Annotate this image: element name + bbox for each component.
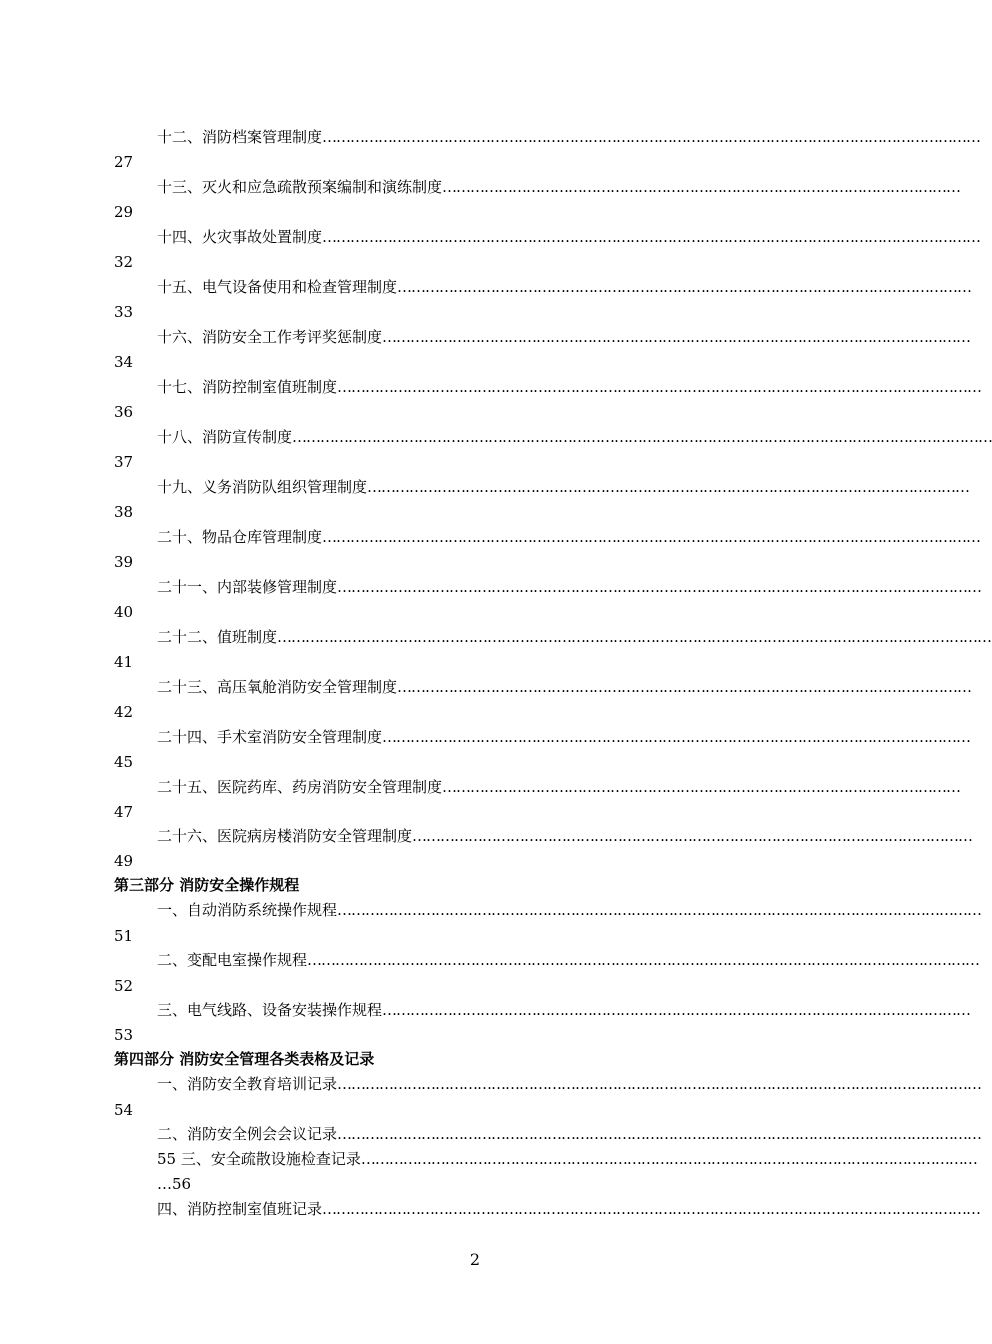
- toc-leader-dots: ………………………………………………………………………………………………………………: [382, 328, 971, 346]
- toc-leader-dots: ……………………………………………………………………………………………………………………………: [322, 128, 981, 146]
- toc-entry-title: 二、消防安全例会会议记录: [157, 1125, 338, 1143]
- toc-page-number: 34: [114, 353, 134, 371]
- toc-entry-title: 二十、物品仓库管理制度: [157, 528, 323, 546]
- toc-entry-title: 二十三、高压氧舱消防安全管理制度: [157, 678, 398, 696]
- section-heading-part3: 第三部分 消防安全操作规程: [114, 876, 300, 894]
- toc-entry-title: 二十五、医院药库、药房消防安全管理制度: [157, 778, 443, 796]
- toc-leader-dots: ……………………………………………………………………………………………………………………: [360, 1150, 977, 1168]
- toc-leader-dots: ……………………………………………………………………………………………………………: [397, 678, 972, 696]
- toc-page-number: 32: [114, 253, 134, 271]
- page-number-footer: 2: [469, 1250, 481, 1269]
- toc-leader-dots: ………………………………………………………………………………………………………………: [382, 1001, 971, 1019]
- toc-page-number: …56: [157, 1175, 192, 1193]
- toc-leader-dots: …………………………………………………………………………………………………………: [412, 827, 973, 845]
- toc-leader-dots: …………………………………………………………………………………………………………………………: [337, 901, 982, 919]
- toc-leader-dots: …………………………………………………………………………………………………: [442, 178, 961, 196]
- toc-page-number: 40: [114, 603, 134, 621]
- toc-entry-title: 二十六、医院病房楼消防安全管理制度: [157, 827, 413, 845]
- toc-entry-title: 十七、消防控制室值班制度: [157, 378, 338, 396]
- toc-page-number: 49: [114, 852, 134, 870]
- toc-entry-title: 一、消防安全教育培训记录: [157, 1075, 338, 1093]
- toc-entry-title: 二、变配电室操作规程: [157, 951, 308, 969]
- toc-entry-title: 二十四、手术室消防安全管理制度: [157, 728, 383, 746]
- toc-entry-title: 十二、消防档案管理制度: [157, 128, 323, 146]
- toc-entry-title: 十五、电气设备使用和检查管理制度: [157, 278, 398, 296]
- toc-leader-dots: ……………………………………………………………………………………………………………: [397, 278, 972, 296]
- toc-page-number: 27: [114, 153, 134, 171]
- toc-leader-dots: ………………………………………………………………………………………………………………………………………: [277, 628, 992, 646]
- toc-leader-dots: …………………………………………………………………………………………………………………………: [337, 578, 982, 596]
- toc-page-number: 39: [114, 553, 134, 571]
- toc-entry-title: 四、消防控制室值班记录: [157, 1200, 323, 1218]
- toc-page-number: 47: [114, 803, 134, 821]
- toc-entry-title: 二十一、内部装修管理制度: [157, 578, 338, 596]
- toc-entry-title: 三、电气线路、设备安装操作规程: [157, 1001, 383, 1019]
- toc-leader-dots: ………………………………………………………………………………………………………………: [382, 728, 971, 746]
- toc-leader-dots: …………………………………………………………………………………………………………………: [367, 478, 970, 496]
- toc-page-number: 52: [114, 977, 134, 995]
- toc-leader-dots: …………………………………………………………………………………………………: [442, 778, 961, 796]
- toc-entry-title: 十三、灭火和应急疏散预案编制和演练制度: [157, 178, 443, 196]
- toc-entry-title: 十九、义务消防队组织管理制度: [157, 478, 368, 496]
- toc-leader-dots: …………………………………………………………………………………………………………………………: [337, 378, 982, 396]
- toc-page-number: 37: [114, 453, 134, 471]
- toc-leader-dots: ………………………………………………………………………………………………………………………………: [307, 951, 980, 969]
- toc-page-number: 33: [114, 303, 134, 321]
- toc-leader-dots: ……………………………………………………………………………………………………………………………………: [292, 428, 992, 446]
- toc-entry-title: 二十二、值班制度: [157, 628, 278, 646]
- toc-entry-title: 55 三、安全疏散设施检查记录: [157, 1150, 361, 1168]
- toc-page-number: 36: [114, 403, 134, 421]
- toc-page-number: 41: [114, 653, 134, 671]
- toc-page-number: 38: [114, 503, 134, 521]
- toc-page-number: 29: [114, 203, 134, 221]
- toc-entry-title: 十八、消防宣传制度: [157, 428, 293, 446]
- toc-page-number: 51: [114, 927, 134, 945]
- toc-page-number: 54: [114, 1101, 134, 1119]
- toc-page-number: 53: [114, 1026, 134, 1044]
- toc-entry-title: 十六、消防安全工作考评奖惩制度: [157, 328, 383, 346]
- toc-page-number: 45: [114, 753, 134, 771]
- toc-entry-title: 十四、火灾事故处置制度: [157, 228, 323, 246]
- section-heading-part4: 第四部分 消防安全管理各类表格及记录: [114, 1050, 375, 1068]
- toc-leader-dots: ……………………………………………………………………………………………………………………………: [322, 1200, 981, 1218]
- toc-leader-dots: ……………………………………………………………………………………………………………………………: [322, 528, 981, 546]
- toc-page-number: 42: [114, 703, 134, 721]
- toc-leader-dots: ……………………………………………………………………………………………………………………………: [322, 228, 981, 246]
- toc-leader-dots: …………………………………………………………………………………………………………………………: [337, 1075, 982, 1093]
- toc-leader-dots: …………………………………………………………………………………………………………………………: [337, 1125, 982, 1143]
- toc-entry-title: 一、自动消防系统操作规程: [157, 901, 338, 919]
